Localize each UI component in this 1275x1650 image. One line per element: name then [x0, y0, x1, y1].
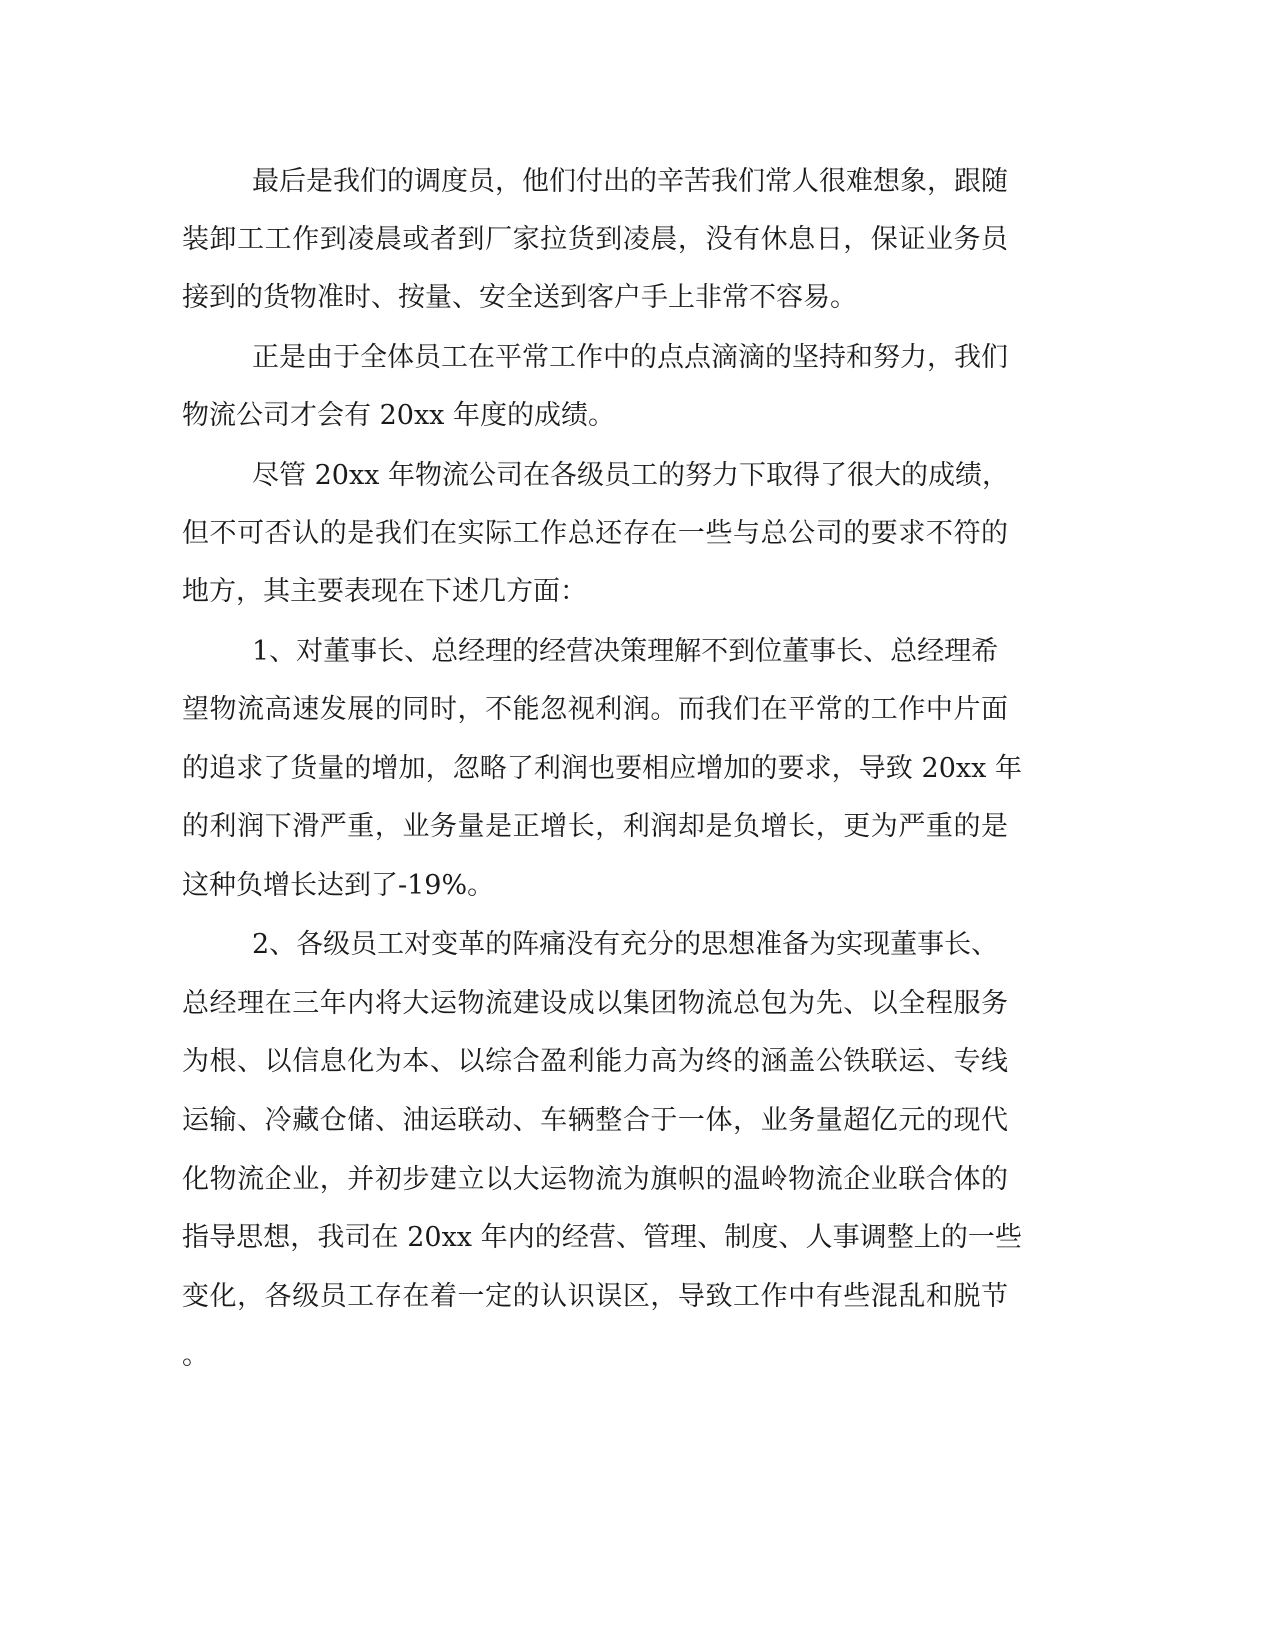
paragraph-4-line-3: 的追求了货量的增加，忽略了利润也要相应增加的要求，导致 20xx 年 — [182, 753, 1022, 784]
paragraph-3-line-2: 但不可否认的是我们在实际工作总还存在一些与总公司的要求不符的 — [182, 518, 1008, 549]
paragraph-4-line-2: 望物流高速发展的同时，不能忽视利润。而我们在平常的工作中片面 — [182, 694, 1008, 725]
paragraph-3-line-3: 地方，其主要表现在下述几方面： — [182, 576, 587, 607]
paragraph-5-line-2: 总经理在三年内将大运物流建设成以集团物流总包为先、以全程服务 — [182, 988, 1008, 1019]
paragraph-4-line-4: 的利润下滑严重，业务量是正增长，利润却是负增长，更为严重的是 — [182, 811, 1008, 842]
paragraph-5-line-3: 为根、以信息化为本、以综合盈利能力高为终的涵盖公铁联运、专线 — [182, 1046, 1008, 1077]
paragraph-2-line-2: 物流公司才会有 20xx 年度的成绩。 — [182, 400, 615, 431]
paragraph-5-line-4: 运输、冷藏仓储、油运联动、车辆整合于一体，业务量超亿元的现代 — [182, 1105, 1008, 1136]
paragraph-1-line-2: 装卸工工作到凌晨或者到厂家拉货到凌晨，没有休息日，保证业务员 — [182, 224, 1008, 255]
paragraph-2-line-1: 正是由于全体员工在平常工作中的点点滴滴的坚持和努力，我们 — [252, 342, 1008, 373]
paragraph-3-line-1: 尽管 20xx 年物流公司在各级员工的努力下取得了很大的成绩， — [252, 460, 1009, 491]
paragraph-5-line-1: 2、各级员工对变革的阵痛没有充分的思想准备为实现董事长、 — [252, 929, 999, 960]
paragraph-4-line-5: 这种负增长达到了-19%。 — [182, 870, 495, 901]
paragraph-5-line-5: 化物流企业，并初步建立以大运物流为旗帜的温岭物流企业联合体的 — [182, 1164, 1008, 1195]
paragraph-5-line-8: 。 — [182, 1340, 209, 1371]
paragraph-5-line-6: 指导思想，我司在 20xx 年内的经营、管理、制度、人事调整上的一些 — [182, 1222, 1022, 1253]
paragraph-1-line-3: 接到的货物准时、按量、安全送到客户手上非常不容易。 — [182, 282, 857, 313]
paragraph-4-line-1: 1、对董事长、总经理的经营决策理解不到位董事长、总经理希 — [252, 636, 999, 667]
paragraph-5-line-7: 变化，各级员工存在着一定的认识误区，导致工作中有些混乱和脱节 — [182, 1281, 1008, 1312]
paragraph-1-line-1: 最后是我们的调度员，他们付出的辛苦我们常人很难想象，跟随 — [252, 166, 1008, 197]
